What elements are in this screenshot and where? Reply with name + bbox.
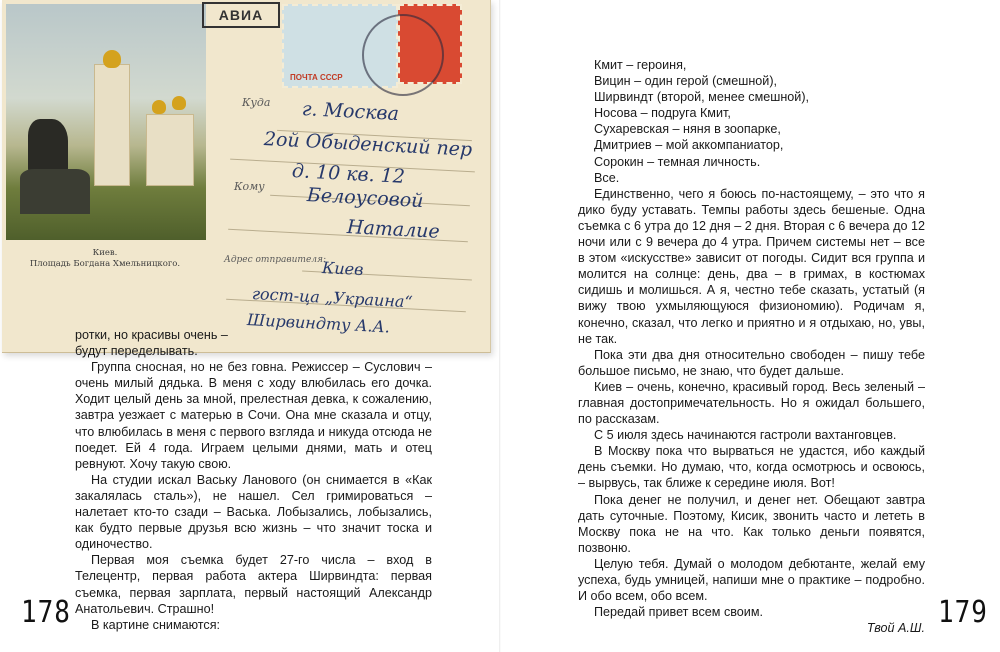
paragraph: Все.: [594, 170, 620, 185]
paragraph: На студии искал Ваську Ланового (он снимается в «Как закалялась сталь»), не нашел. Сел гримироваться – налетает кто-то сзади – Васька. Лобызались, лобызались, как будто первые друзья всю жизнь – что значит тоска и одиночество.: [75, 472, 432, 552]
cathedral-dome: [172, 96, 186, 110]
tower-dome: [103, 50, 121, 68]
right-page-text: [578, 57, 925, 636]
statue-pedestal: [20, 169, 90, 214]
signature: Твой А.Ш.: [866, 621, 925, 636]
label-sender: Адрес отправителя:: [224, 255, 327, 265]
page-number: 179: [938, 595, 988, 631]
avia-mark: АВИА: [202, 2, 280, 28]
book-spine: [499, 0, 501, 652]
paragraph: Вицин – один герой (смешной),: [594, 74, 778, 89]
caption-line: Площадь Богдана Хмельницкого.: [29, 259, 181, 269]
handwritten-city: г. Москва: [301, 98, 400, 126]
page-number-right: [938, 595, 988, 631]
cathedral-dome: [152, 100, 166, 114]
left-page-text: [75, 327, 432, 633]
postmark-icon: [362, 14, 444, 96]
paragraph: Единственно, чего я боюсь по-настоящему, – это что я дико буду уставать. Темпы работы здесь бешеные. Одна съемка с 6 утра до 12 дня – 2 дня. Вторая с 6 вечера до 12 ночи или с 9 вечера до 4 утра. Причем системы нет – все в этом «искусстве» зависит от погоды. Сидит вся группа и молится на солнце: день, два – в гримах, в костюмах сидишь и молишься. А я, честно тебе сказать, устатый (я вижу твою ухмыляющуюся физиономию). Родичам я, конечно, сказал, что легко и приятно и я отдыхаю, но, увы, не так.: [578, 186, 925, 346]
label-to: Куда: [242, 96, 271, 109]
paragraph: Кмит – героиня,: [594, 58, 687, 72]
stamps: [282, 0, 468, 88]
handwritten-house: д. 10 кв. 12: [291, 160, 406, 188]
paragraph: С 5 июля здесь начинаются гастроли вахтанговцев.: [594, 428, 897, 443]
page-number: 178: [21, 595, 71, 631]
paragraph: Сухаревская – няня в зоопарке,: [594, 122, 781, 137]
postcard-caption: [2, 248, 208, 270]
handwritten-sender-hotel: гост-ца „Украина“: [251, 284, 414, 312]
paragraph: Дмитриев – мой аккомпаниатор,: [594, 138, 784, 153]
paragraph: Целую тебя. Думай о молодом дебютанте, желай ему успеха, будь умницей, напиши мне о практике – подробно. И обо всем, обо всем.: [578, 556, 925, 604]
bell-tower: [94, 64, 130, 186]
envelope-photo: [2, 0, 491, 353]
cathedral: [146, 114, 194, 186]
handwritten-name: Белоусовой: [306, 184, 425, 213]
paragraph: Пока эти два дня относительно свободен – пишу тебе большое письмо, не знаю, что будет дальше.: [578, 347, 925, 378]
paragraph: Первая моя съемка будет 27-го числа – вход в Телецентр, первая работа актера Ширвиндта: первая съемка, первая зарплата, первый настоящий Александр Анатольевич. Страшно!: [75, 553, 432, 616]
stamp-label: ПОЧТА СССР: [290, 73, 343, 82]
paragraph: Пока денег не получил, и денег нет. Обещают завтра дать суточные. Поэтому, Кисик, звонить часто и лететь в Москву пока не на что. Как только деньги появятся, позвоню.: [578, 492, 925, 555]
paragraph: В Москву пока что вырваться не удастся, ибо каждый день съемки. Но думаю, что, когда осмотрюсь и освоюсь, – вырвусь, так ближе к середине июля. Вот!: [578, 444, 925, 491]
page-number-left: [21, 595, 71, 631]
handwritten-street: 2ой Обыденский пер: [263, 128, 473, 161]
handwritten-sender-city: Киев: [321, 258, 364, 280]
horse-statue: [28, 119, 68, 174]
paragraph: Ширвиндт (второй, менее смешной),: [594, 90, 810, 105]
paragraph: будут переделывать.: [75, 344, 198, 359]
paragraph: Сорокин – темная личность.: [594, 154, 761, 169]
paragraph: Носова – подруга Кмит,: [594, 106, 731, 121]
handwritten-sender-name: Ширвиндту А.А.: [246, 310, 391, 337]
postcard-painting: [6, 4, 206, 240]
paragraph: Передай привет всем своим.: [594, 605, 763, 620]
paragraph: Киев – очень, конечно, красивый город. Весь зеленый – главная достопримечательность. Но я ожидал большего, по рассказам.: [578, 379, 925, 427]
label-whom: Кому: [234, 180, 265, 193]
handwritten-name: Наталие: [346, 216, 441, 243]
paragraph: ротки, но красивы очень –: [75, 328, 228, 342]
paragraph: В картине снимаются:: [91, 617, 221, 632]
caption-line: Киев.: [92, 248, 118, 258]
paragraph: Группа сносная, но не без говна. Режиссер – Суслович – очень милый дядька. В меня с ходу влюбилась его дочка. Ходит целый день за мной, прелестная девка, к сожалению, завтра уезжает с матерью в Сочи. Она мне сказала и отцу, что влюбилась в меня с первого взгляда и никуда отсюда не поедет. Ей 4 года. Играем целыми днями, мать и отец ревнуют. Хочу такую свою.: [75, 360, 432, 471]
